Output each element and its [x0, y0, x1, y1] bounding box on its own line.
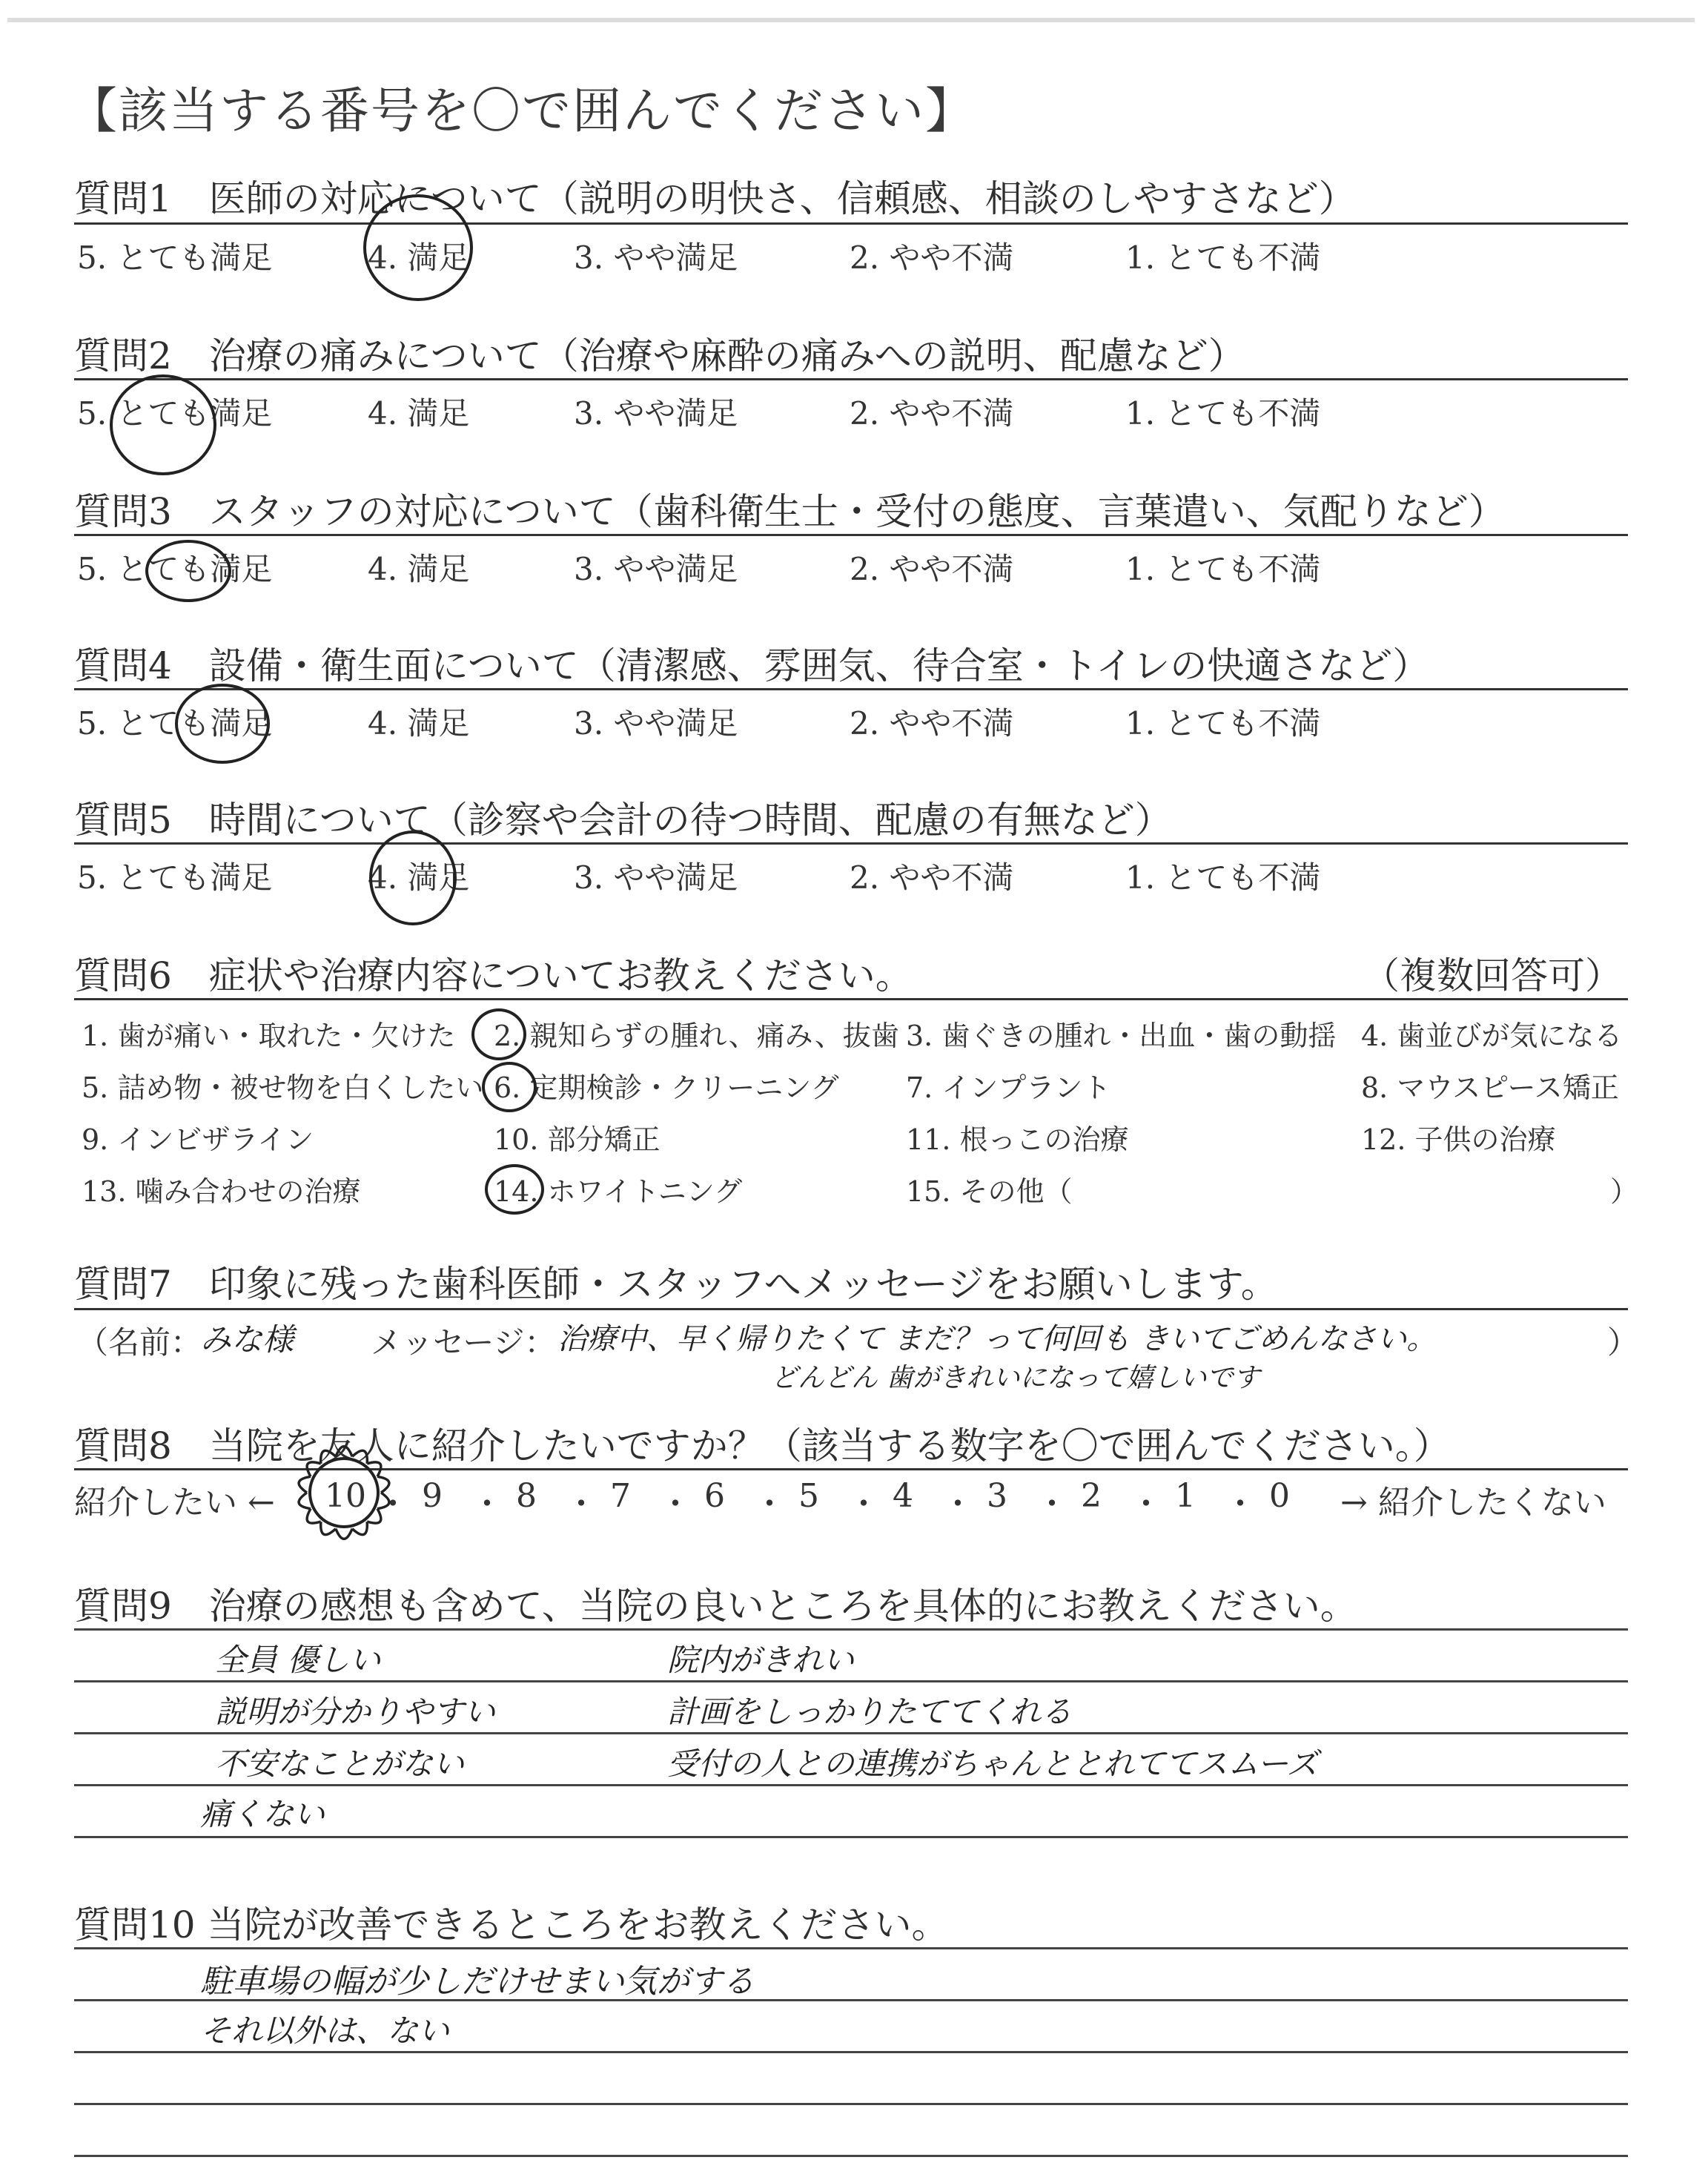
q5-option-5[interactable]: 5. とても満足 [77, 859, 273, 896]
q8-separator-dot: ・ [659, 1485, 692, 1523]
q9-line-4 [74, 1784, 1628, 1786]
q10-title: 質問10 当院が改善できるところをお教えください。 [74, 1903, 949, 1946]
q8-separator-dot: ・ [471, 1485, 503, 1523]
q7-close-paren: ） [1607, 1324, 1639, 1361]
q6-option-15[interactable]: 15. その他（ [906, 1175, 1073, 1208]
q9-answer-left-1[interactable]: 全員 優しい [215, 1642, 381, 1678]
q6-option-15-close: ） [1610, 1175, 1639, 1208]
q3-option-5[interactable]: 5. とても満足 [77, 551, 273, 587]
q6-option-9[interactable]: 9. インビザライン [82, 1123, 314, 1156]
q5-option-4[interactable]: 4. 満足 [368, 859, 470, 896]
q8-number-7[interactable]: 7 [610, 1477, 631, 1515]
q3-option-4[interactable]: 4. 満足 [368, 551, 470, 587]
q9-line-5 [74, 1836, 1628, 1838]
q7-name-label: （名前： [77, 1324, 202, 1361]
q9-line-3 [74, 1732, 1628, 1734]
q7-title: 質問7 印象に残った歯科医師・スタッフへメッセージをお願いします。 [74, 1263, 1278, 1306]
q3-option-1[interactable]: 1. とても不満 [1125, 551, 1321, 587]
q9-line-1 [74, 1628, 1628, 1631]
q8-left-label: 紹介したい ← [74, 1484, 275, 1522]
q6-option-5[interactable]: 5. 詰め物・被せ物を白くしたい [82, 1071, 484, 1104]
q3-option-3[interactable]: 3. やや満足 [574, 551, 738, 587]
q1-option-5[interactable]: 5. とても満足 [77, 240, 273, 276]
q6-option-11[interactable]: 11. 根っこの治療 [906, 1123, 1129, 1156]
q4-option-3[interactable]: 3. やや満足 [574, 705, 738, 742]
q5-option-2[interactable]: 2. やや不満 [850, 859, 1014, 896]
q1-option-3[interactable]: 3. やや満足 [574, 240, 738, 276]
q8-separator-dot: ・ [377, 1485, 409, 1523]
q7-message-line2[interactable]: どんどん 歯がきれいになって嬉しいです [771, 1363, 1260, 1393]
q8-title: 質問8 当院を友人に紹介したいですか？（該当する数字を〇で囲んでください。） [74, 1424, 1451, 1467]
q8-separator-dot: ・ [847, 1485, 880, 1523]
q8-number-6[interactable]: 6 [704, 1477, 725, 1515]
q8-right-label: → 紹介したくない [1340, 1484, 1606, 1522]
q6-option-2[interactable]: 2. 親知らずの腫れ、痛み、抜歯 [494, 1020, 899, 1052]
q1-option-1[interactable]: 1. とても不満 [1125, 240, 1321, 276]
q9-answer-right-1[interactable]: 院内がきれい [667, 1642, 855, 1678]
q9-title: 質問9 治療の感想も含めて、当院の良いところを具体的にお教えください。 [74, 1585, 1357, 1628]
q8-separator-dot: ・ [1036, 1485, 1068, 1523]
q8-number-1[interactable]: 1 [1175, 1477, 1196, 1515]
q9-answer-right-2[interactable]: 計画をしっかりたててくれる [667, 1694, 1073, 1730]
q4-option-2[interactable]: 2. やや不満 [850, 705, 1014, 742]
q7-name-value[interactable]: みな様 [200, 1321, 294, 1358]
q5-title: 質問5 時間について（診察や会計の待つ時間、配慮の有無など） [74, 799, 1172, 842]
q10-line-3 [74, 2051, 1628, 2053]
q8-separator-dot: ・ [1130, 1485, 1162, 1523]
q8-separator-dot: ・ [1224, 1485, 1257, 1523]
q2-title: 質問2 治療の痛みについて（治療や麻酔の痛みへの説明、配慮など） [74, 334, 1245, 377]
q10-answer-2[interactable]: それ以外は、ない [200, 2012, 450, 2049]
q10-line-4 [74, 2103, 1628, 2105]
q8-number-10[interactable]: 10 [325, 1477, 366, 1515]
q2-option-1[interactable]: 1. とても不満 [1125, 395, 1321, 432]
q8-number-0[interactable]: 0 [1269, 1477, 1290, 1515]
q7-message-line1[interactable]: 治療中、早く帰りたくて まだ？って何回も きいてごめんなさい。 [557, 1322, 1437, 1356]
q6-title: 質問6 症状や治療内容についてお教えください。 [74, 954, 913, 997]
q8-number-4[interactable]: 4 [893, 1477, 913, 1515]
q5-option-1[interactable]: 1. とても不満 [1125, 859, 1321, 896]
q6-option-1[interactable]: 1. 歯が痛い・取れた・欠けた [82, 1020, 456, 1052]
q8-separator-dot: ・ [565, 1485, 598, 1523]
q8-number-5[interactable]: 5 [798, 1477, 819, 1515]
q6-option-10[interactable]: 10. 部分矯正 [494, 1123, 661, 1156]
q2-option-3[interactable]: 3. やや満足 [574, 395, 738, 432]
q8-number-8[interactable]: 8 [516, 1477, 537, 1515]
q6-option-7[interactable]: 7. インプラント [906, 1071, 1111, 1104]
q6-option-14[interactable]: 14. ホワイトニング [494, 1175, 743, 1208]
q6-option-4[interactable]: 4. 歯並びが気になる [1361, 1020, 1623, 1052]
q6-option-3[interactable]: 3. 歯ぐきの腫れ・出血・歯の動揺 [906, 1020, 1337, 1052]
q8-separator-dot: ・ [941, 1485, 974, 1523]
q8-separator-dot: ・ [753, 1485, 786, 1523]
q8-number-2[interactable]: 2 [1081, 1477, 1102, 1515]
q1-option-2[interactable]: 2. やや不満 [850, 240, 1014, 276]
q10-line-5 [74, 2155, 1628, 2157]
q1-option-4[interactable]: 4. 満足 [368, 240, 470, 276]
q6-option-13[interactable]: 13. 噛み合わせの治療 [82, 1175, 361, 1208]
q4-title: 質問4 設備・衛生面について（清潔感、雰囲気、待合室・トイレの快適さなど） [74, 644, 1430, 687]
q6-multiple-note: （複数回答可） [1363, 954, 1622, 997]
q9-answer-left-4[interactable]: 痛くない [200, 1796, 325, 1832]
q3-title: 質問3 スタッフの対応について（歯科衛生士・受付の態度、言葉遣い、気配りなど） [74, 490, 1506, 533]
q10-line-1 [74, 1947, 1628, 1949]
q3-option-2[interactable]: 2. やや不満 [850, 551, 1014, 587]
q9-answer-left-2[interactable]: 説明が分かりやすい [215, 1694, 496, 1730]
q9-answer-right-3[interactable]: 受付の人との連携がちゃんととれててスムーズ [667, 1745, 1318, 1782]
q2-option-4[interactable]: 4. 満足 [368, 395, 470, 432]
header-title: 【該当する番号を〇で囲んでください】 [68, 82, 976, 139]
q6-option-8[interactable]: 8. マウスピース矯正 [1361, 1071, 1619, 1104]
q6-option-12[interactable]: 12. 子供の治療 [1361, 1123, 1556, 1156]
q5-option-3[interactable]: 3. やや満足 [574, 859, 738, 896]
q9-line-2 [74, 1680, 1628, 1682]
q9-answer-left-3[interactable]: 不安なことがない [215, 1745, 465, 1782]
q2-option-5[interactable]: 5. とても満足 [77, 395, 273, 432]
q8-number-9[interactable]: 9 [422, 1477, 443, 1515]
q2-option-2[interactable]: 2. やや不満 [850, 395, 1014, 432]
q1-title: 質問1 医師の対応について（説明の明快さ、信頼感、相談のしやすさなど） [74, 177, 1356, 220]
q10-answer-1[interactable]: 駐車場の幅が少しだけせまい気がする [200, 1963, 755, 2001]
q7-message-label: メッセージ： [371, 1324, 556, 1361]
q4-option-5[interactable]: 5. とても満足 [77, 705, 273, 742]
q6-option-6[interactable]: 6. 定期検診・クリーニング [494, 1071, 839, 1104]
q4-option-1[interactable]: 1. とても不満 [1125, 705, 1321, 742]
q4-option-4[interactable]: 4. 満足 [368, 705, 470, 742]
q8-number-3[interactable]: 3 [987, 1477, 1007, 1515]
